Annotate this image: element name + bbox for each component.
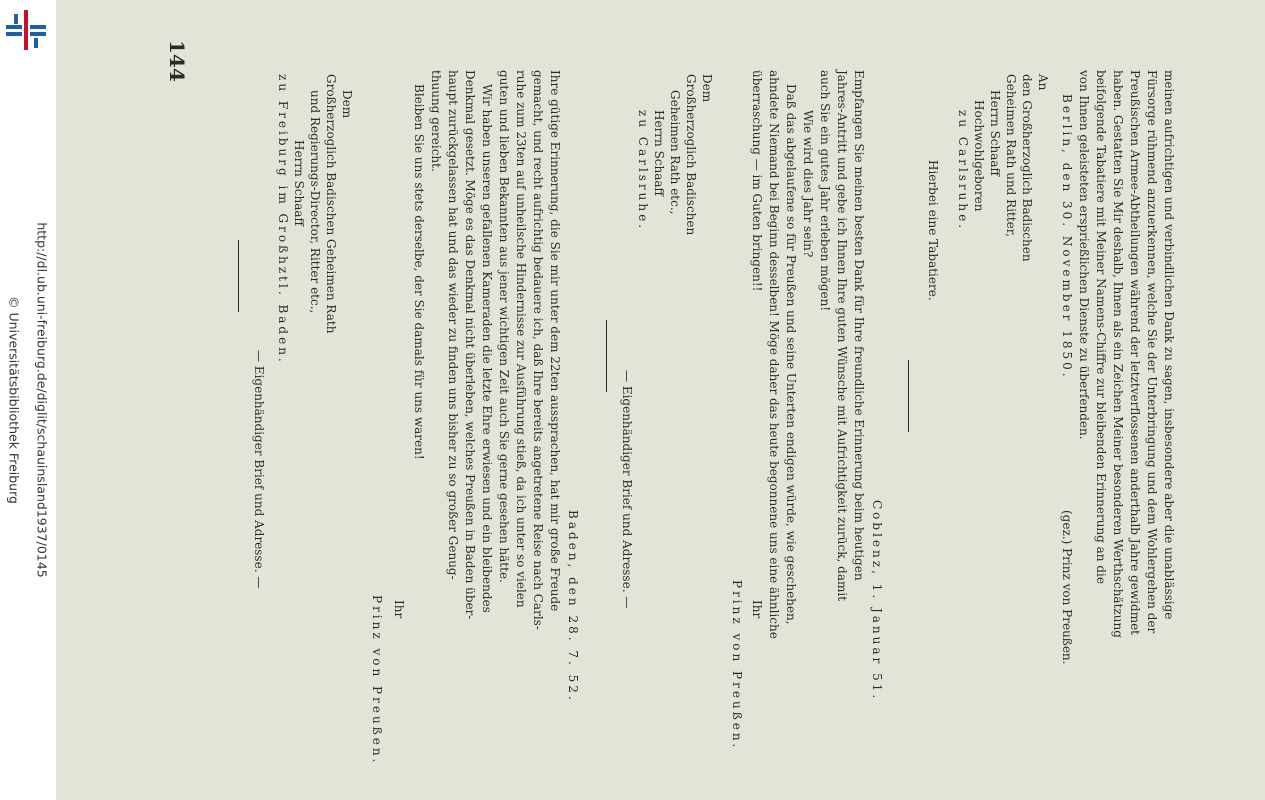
page-content xyxy=(135,40,1185,766)
letter1-address-line: zu Carlsruhe. xyxy=(956,110,970,232)
letter1-date: Berlin, den 30. November 1850. xyxy=(1060,94,1074,380)
letter1-note: Hierbei eine Tabatiere. xyxy=(926,160,940,301)
letter1-line: Fürsorge rühmend anzuerkennen, welche Sie der Unterbringung und dem Wohlergehen der xyxy=(1145,70,1159,634)
letter1-line: haben. Gestatten Sie Mir deshalb, Ihnen als ein Zeichen Meiner besonderen Werthschätzung xyxy=(1111,70,1125,638)
letter2-line: ahndete Niemand bei Beginn desselben! Möge daher das heute begonnene uns eine ähnliche xyxy=(767,70,781,639)
letter2-heading: Coblenz, 1. Januar 51. xyxy=(870,500,884,702)
letter2-line: Jahres-Antritt und gebe ich Ihnen Ihre guten Wünsche mit Aufrichtigkeit zurück, damit xyxy=(835,70,849,602)
source-url-link[interactable]: http://dl.ub.uni-freiburg.de/diglit/schauinsland1937/0145 xyxy=(34,222,50,578)
letter3-line: Wir haben unseren gefallenen Kameraden die letzte Ehre erwiesen und ein bleibendes xyxy=(480,84,494,613)
letter2-address-line: Großherzoglich Badischen xyxy=(684,74,698,236)
letter3-address-line: Großherzoglich Badischen Geheimen Rath xyxy=(324,74,338,334)
scanned-page xyxy=(56,0,1265,800)
viewer-sidebar xyxy=(0,0,56,800)
letter2-address-line: zu Carlsruhe. xyxy=(636,110,650,232)
letter1-address-line: Herrn Schaaff xyxy=(988,90,1002,177)
letter1-address-line: Geheimen Rath und Ritter, xyxy=(1004,74,1018,238)
letter2-line: Wie wird dies Jahr sein? xyxy=(801,110,815,258)
letter2-closing: Ihr xyxy=(750,600,764,619)
letter3-line: ruhe zum 23ten auf unheilsche Hindernisse zur Ausführung stieß, da ich unter so vielen xyxy=(514,70,528,608)
letter3-line: haupt zurückgelassen hat und das wieder zu finden uns bisher zu so großer Genug- xyxy=(446,70,460,580)
page-number: 144 xyxy=(165,40,189,82)
letter2-line: Daß das abgelaufene so für Preußen und seine Unterten endigen würde, wie geschehen, xyxy=(784,84,798,625)
letter2-line: auch Sie ein gutes Jahr erleben mögen! xyxy=(818,70,832,312)
letter3-line: gemacht, und recht aufrichtig bedauere ich, daß Ihre bereits angetretene Reise nach Carls- xyxy=(531,70,545,630)
letter2-address-line: Dem xyxy=(700,74,714,103)
letter3-line: guten und lieben Bekannten aus jener wichtigen Zeit auch Sie gerne gesehen hätte. xyxy=(497,70,511,583)
letter3-address-line: und Regierungs-Director, Ritter etc., xyxy=(308,90,322,314)
letter1-address-line: Hochwohlgeboren xyxy=(972,100,986,212)
letter2-address-line: Herrn Schaaff xyxy=(652,110,666,197)
letter1-address-line: An xyxy=(1036,74,1050,91)
letter3-line: Denkmal gesetzt. Möge es das Denkmal nicht überleben, welches Preußen in Baden über- xyxy=(463,70,477,620)
letter1-line: Preußischen Armee-Abtheilungen während der letztverflossenen anderthalb Jahre gewidmet xyxy=(1128,70,1142,636)
letter1-line: von Ihnen geleisteten ersprießlichen Dienste zu überfenden. xyxy=(1077,70,1091,440)
letter2-signature: Prinz von Preußen. xyxy=(730,580,744,751)
letter2-address-line: Geheimen Rath etc., xyxy=(668,90,682,215)
letter2-line: überraschung — im Guten bringen!! xyxy=(750,70,764,292)
letter3-closing: Ihr xyxy=(392,600,406,619)
library-copyright: © Universitätsbibliothek Freiburg xyxy=(6,296,22,504)
letter3-signature: Prinz von Preußen. xyxy=(370,595,384,766)
divider xyxy=(908,360,909,432)
letter3-address-line: Dem xyxy=(340,90,354,119)
letter3-line: Bleiben Sie uns stets derselbe, der Sie damals für uns waren! xyxy=(412,84,426,460)
letter1-address-line: den Großherzoglich Badischen xyxy=(1020,74,1034,262)
letter3-note: — Eigenhändiger Brief und Adresse. — xyxy=(252,350,266,589)
letter1-line: beifolgende Tabatiere mit Meiner Namens-Chiffre zur bleibenden Erinnerung an die xyxy=(1094,70,1108,584)
letter2-line: Empfangen Sie meinen besten Dank für Ihre freundliche Erinnerung beim heutigen xyxy=(852,70,866,581)
letter3-line: thuung gereicht. xyxy=(429,70,443,172)
letter3-address-line: zu Freiburg im Großhztl. Baden. xyxy=(276,74,290,365)
divider xyxy=(606,320,607,392)
letter2-note: — Eigenhändiger Brief und Adresse. — xyxy=(620,370,634,609)
letter1-signature: (gez.) Prinz von Preußen. xyxy=(1060,510,1074,665)
letter3-line: Ihre gütige Erinnerung, die Sie mir unter dem 22ten aussprachen, hat mir große Freude xyxy=(548,70,562,612)
university-library-logo-icon xyxy=(4,8,48,52)
letter1-line: meinen aufrichtigen und verbindlichen Dank zu sagen, insbesondere aber die unablässige xyxy=(1162,70,1176,620)
letter3-heading: Baden, den 28. 7. 52. xyxy=(566,510,580,703)
divider xyxy=(238,240,239,312)
letter3-address-line: Herrn Schaaff xyxy=(292,140,306,227)
